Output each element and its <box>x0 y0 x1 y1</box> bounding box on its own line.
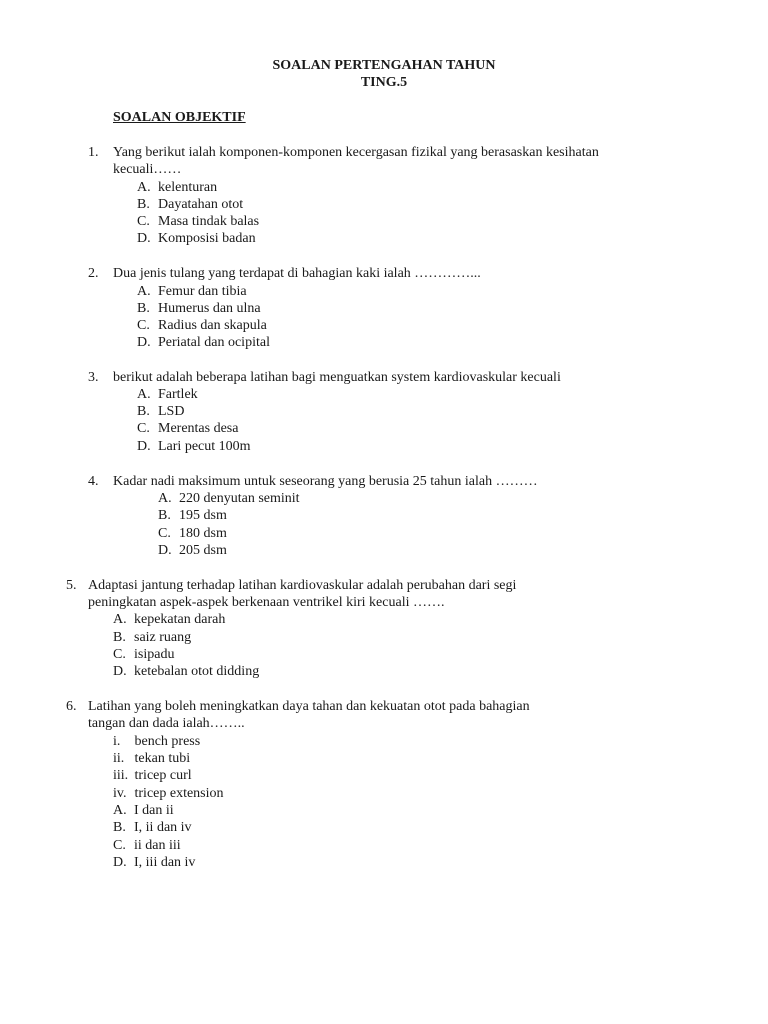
section-title: SOALAN OBJEKTIF <box>113 110 246 125</box>
option-letter: D. <box>113 855 127 870</box>
option-a <box>137 283 247 300</box>
question-number: 5. <box>66 578 77 593</box>
question-text: Dua jenis tulang yang terdapat di bahagian kaki ialah …………... <box>113 266 481 281</box>
option-text: 180 dsm <box>179 526 227 541</box>
option-c <box>137 213 259 230</box>
option-letter: C. <box>137 421 150 436</box>
statement-numeral: i. <box>113 734 121 749</box>
option-letter: C. <box>113 647 126 662</box>
option-a <box>113 802 174 819</box>
question-number: 1. <box>88 145 99 160</box>
option-text: Fartlek <box>158 387 198 402</box>
option-text: Komposisi badan <box>158 231 256 246</box>
option-a <box>137 386 198 403</box>
option-letter: A. <box>113 612 127 627</box>
option-letter: A. <box>137 180 151 195</box>
option-letter: A. <box>158 491 172 506</box>
statement-numeral: iii. <box>113 768 129 783</box>
option-letter: D. <box>113 664 127 679</box>
option-b <box>137 196 243 213</box>
question-number: 3. <box>88 370 99 385</box>
option-letter: D. <box>137 335 151 350</box>
option-text: kelenturan <box>158 180 218 195</box>
option-letter: D. <box>137 439 151 454</box>
option-text: Femur dan tibia <box>158 284 247 299</box>
option-text: Dayatahan otot <box>158 197 244 212</box>
option-text: 220 denyutan seminit <box>179 491 300 506</box>
option-text: isipadu <box>134 647 175 662</box>
option-text: Periatal dan ocipital <box>158 335 270 350</box>
option-text: I, ii dan iv <box>134 820 192 835</box>
option-letter: C. <box>158 526 171 541</box>
option-a <box>137 179 217 196</box>
statement-numeral: iv. <box>113 786 127 801</box>
option-letter: A. <box>137 284 151 299</box>
option-letter: B. <box>137 404 150 419</box>
question-number: 4. <box>88 474 99 489</box>
statement-i <box>113 733 200 750</box>
option-d <box>137 334 270 351</box>
statement-ii <box>113 750 190 767</box>
statement-text: bench press <box>134 734 201 749</box>
option-letter: B. <box>158 508 171 523</box>
option-c <box>137 420 238 437</box>
option-text: I dan ii <box>134 803 174 818</box>
option-a <box>113 611 225 628</box>
option-d <box>113 663 259 680</box>
option-text: I, iii dan iv <box>134 855 196 870</box>
option-c <box>113 837 181 854</box>
question-text: Kadar nadi maksimum untuk seseorang yang berusia 25 tahun ialah ……… <box>113 474 538 489</box>
option-letter: B. <box>113 630 126 645</box>
statement-numeral: ii. <box>113 751 125 766</box>
question-text: berikut adalah beberapa latihan bagi menguatkan system kardiovaskular kecuali <box>113 370 561 385</box>
option-letter: B. <box>137 301 150 316</box>
question-text: Latihan yang boleh meningkatkan daya tahan dan kekuatan otot pada bahagian <box>88 699 530 714</box>
option-letter: C. <box>137 318 150 333</box>
option-b <box>113 629 191 646</box>
option-text: Masa tindak balas <box>158 214 260 229</box>
option-text: 195 dsm <box>179 508 227 523</box>
statement-text: tricep extension <box>134 786 224 801</box>
option-c <box>137 317 267 334</box>
option-letter: A. <box>113 803 127 818</box>
option-c <box>158 525 227 542</box>
question-text: Adaptasi jantung terhadap latihan kardiovaskular adalah perubahan dari segi <box>88 578 517 593</box>
option-letter: C. <box>113 838 126 853</box>
option-b <box>137 300 261 317</box>
statement-iv <box>113 785 224 802</box>
question-text: tangan dan dada ialah…….. <box>88 716 245 731</box>
question-number: 6. <box>66 699 77 714</box>
option-text: Lari pecut 100m <box>158 439 251 454</box>
option-text: Merentas desa <box>158 421 239 436</box>
option-text: Radius dan skapula <box>158 318 267 333</box>
option-text: 205 dsm <box>179 543 227 558</box>
option-letter: B. <box>137 197 150 212</box>
option-letter: D. <box>158 543 172 558</box>
option-b <box>158 507 227 524</box>
option-a <box>158 490 300 507</box>
option-text: LSD <box>158 404 185 419</box>
option-text: ketebalan otot didding <box>134 664 260 679</box>
option-text: Humerus dan ulna <box>158 301 261 316</box>
option-letter: C. <box>137 214 150 229</box>
question-number: 2. <box>88 266 99 281</box>
question-text: Yang berikut ialah komponen-komponen kecergasan fizikal yang berasaskan kesihatan <box>113 145 599 160</box>
option-letter: D. <box>137 231 151 246</box>
option-b <box>137 403 184 420</box>
question-text: kecuali…… <box>113 162 182 177</box>
question-text: peningkatan aspek-aspek berkenaan ventrikel kiri kecuali ……. <box>88 595 445 610</box>
page-subtitle: TING.5 <box>360 75 408 90</box>
option-d <box>137 438 251 455</box>
statement-text: tricep curl <box>134 768 192 783</box>
option-text: kepekatan darah <box>134 612 226 627</box>
option-d <box>113 854 195 871</box>
option-letter: A. <box>137 387 151 402</box>
option-text: saiz ruang <box>134 630 192 645</box>
statement-iii <box>113 767 192 784</box>
page-title: SOALAN PERTENGAHAN TAHUN <box>272 58 496 73</box>
option-d <box>137 230 256 247</box>
option-d <box>158 542 227 559</box>
statement-text: tekan tubi <box>134 751 191 766</box>
option-text: ii dan iii <box>134 838 181 853</box>
option-c <box>113 646 174 663</box>
option-b <box>113 819 192 836</box>
option-letter: B. <box>113 820 126 835</box>
